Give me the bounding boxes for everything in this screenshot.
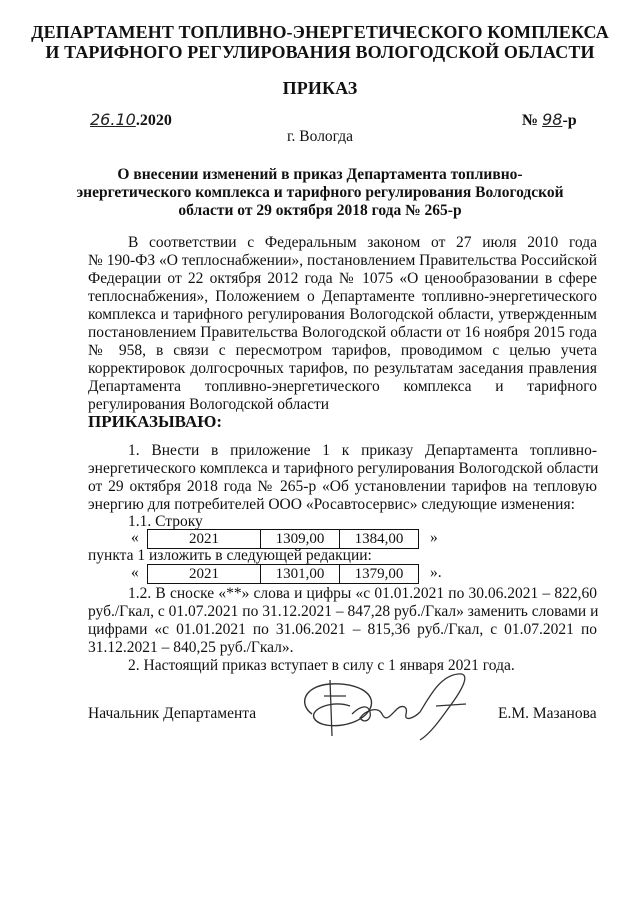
table-row [148,565,419,584]
preamble-line: теплоснабжения», Положением о Департаменте топливно-энергетического [88,288,597,305]
table-row [148,530,419,549]
city: г. Вологда [286,128,354,145]
item1-2-line: 1.2. В сноске «**» слова и цифры «с 01.01.2021 по 30.06.2021 – 822,60 [128,585,597,602]
old-row-close-quote: » [430,529,438,546]
preamble-line: № 958, в связи с пересмотром тарифов, проводимом с целью учета [88,342,597,359]
signature-image [290,666,490,746]
title-line-3: области от 29 октября 2018 года № 265-р [178,202,462,219]
new-row-open-quote: « [131,564,139,581]
order-word: ПРИКАЗЫВАЮ: [88,412,223,431]
date-year: .2020 [135,112,172,129]
signer-position: Начальник Департамента [88,705,257,722]
preamble-line: корректировок долгосрочных тарифов, по результатам заседания правления [88,360,597,377]
number-prefix: № [522,112,539,129]
preamble-line: комплекса и тарифного регулирования Вологодской области, утвержденным [88,306,597,323]
item2-text: 2. Настоящий приказ вступает в силу с 1 января 2021 года. [128,657,515,674]
item1-2-line: 31.12.2021 – 840,25 руб./Гкал». [88,639,294,656]
old-row-value-2: 1384,00 [340,530,419,549]
item1-line: 1. Внести в приложение 1 к приказу Департамента топливно- [128,442,597,459]
order-number [522,110,577,130]
document-type: ПРИКАЗ [282,78,358,98]
new-row-value-1: 1301,00 [261,565,340,584]
old-row-table [147,529,419,549]
number-suffix: -р [562,112,577,129]
title-line-1: О внесении изменений в приказ Департамента топливно- [117,166,523,183]
header-line-2: И ТАРИФНОГО РЕГУЛИРОВАНИЯ ВОЛОГОДСКОЙ ОБЛАСТИ [45,42,595,62]
item1-2-line: руб./Гкал, с 01.07.2021 по 31.12.2021 – 847,28 руб./Гкал» заменить словами и [88,603,599,620]
order-date [90,110,172,130]
new-row-table [147,564,419,584]
preamble-line: Федерации от 22 октября 2012 года № 1075 «О ценообразовании в сфере [88,270,597,287]
item1-line: от 29 октября 2018 года № 265-р «Об установлении тарифов на тепловую [88,478,597,495]
old-row-value-1: 1309,00 [261,530,340,549]
new-row-close-quote: ». [430,564,442,581]
item1-1-label: 1.1. Строку [128,513,203,530]
signer-name: Е.М. Мазанова [498,705,597,722]
item1-line: энергетического комплекса и тарифного регулирования Вологодской области [88,460,599,477]
date-handwritten: 26.10 [90,110,136,129]
preamble-line: регулирования Вологодской области [88,396,330,413]
replace-text: пункта 1 изложить в следующей редакции: [88,547,372,564]
new-row-value-2: 1379,00 [340,565,419,584]
title-line-2: энергетического комплекса и тарифного регулирования Вологодской [76,184,564,201]
old-row-year: 2021 [148,530,261,549]
preamble-line: Департамента топливно-энергетического комплекса и тарифного [88,378,597,395]
number-handwritten: 98 [542,110,563,129]
item1-2-line: цифрами «с 01.01.2021 по 31.06.2021 – 815,36 руб./Гкал, с 01.07.2021 по [88,621,597,638]
old-row-open-quote: « [131,529,139,546]
preamble-line: постановлением Правительства Вологодской области от 16 ноября 2015 года [88,324,597,341]
preamble-line: В соответствии с Федеральным законом от 27 июля 2010 года [128,234,597,251]
item1-line: энергию для потребителей ООО «Росавтосервис» следующие изменения: [88,496,575,513]
preamble-line: № 190-ФЗ «О теплоснабжении», постановлением Правительства Российской [88,252,597,269]
new-row-year: 2021 [148,565,261,584]
header-line-1: ДЕПАРТАМЕНТ ТОПЛИВНО-ЭНЕРГЕТИЧЕСКОГО КОМПЛЕКСА [31,22,609,42]
